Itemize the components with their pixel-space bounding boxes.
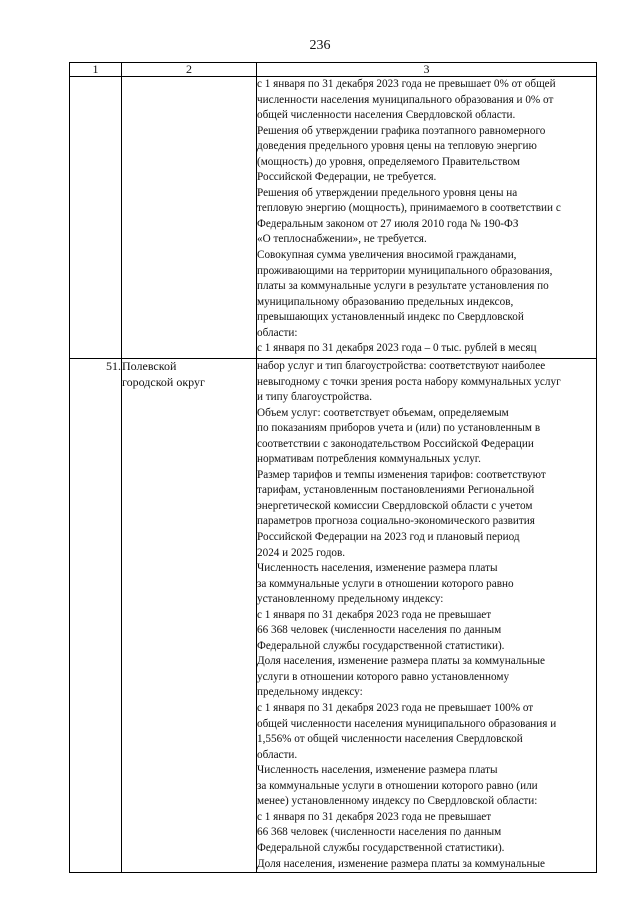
document-table — [69, 62, 597, 873]
text-line: Федеральным законом от 27 июля 2010 года № 190-ФЗ — [257, 217, 519, 230]
text-line: Объем услуг: соответствует объемам, определяемым — [257, 406, 509, 419]
row-content — [257, 359, 597, 873]
text-line: Доля населения, изменение размера платы за коммунальные — [257, 655, 545, 668]
text-line: с 1 января по 31 декабря 2023 года – 0 тыс. рублей в месяц — [257, 342, 537, 355]
text-line: с 1 января по 31 декабря 2023 года не превышает — [257, 810, 492, 823]
text-line: установленному предельному индексу: — [257, 593, 444, 606]
text-line: с 1 января по 31 декабря 2023 года не превышает — [257, 608, 492, 621]
text-line: области. — [257, 748, 298, 761]
text-line: предельному индексу: — [257, 686, 363, 699]
text-line: муниципальному образованию предельных индексов, — [257, 295, 514, 308]
column-header-1: 1 — [70, 63, 122, 77]
text-line: Доля населения, изменение размера платы за коммунальные — [257, 857, 545, 870]
text-line: энергетической комиссии Свердловской области с учетом — [257, 499, 533, 512]
text-line: и типу благоустройства. — [257, 391, 372, 404]
municipality-name — [122, 359, 257, 873]
text-line: по показаниям приборов учета и (или) по установленным в — [257, 422, 541, 435]
text-line: невыгодному с точки зрения роста набору коммунальных услуг — [257, 375, 561, 388]
text-line: Решения об утверждении предельного уровня цены на — [257, 186, 518, 199]
text-line: тепловую энергию (мощность), принимаемого в соответствии с — [257, 202, 561, 215]
text-line: параметров прогноза социально-экономического развития — [257, 515, 535, 528]
text-line: услуги в отношении которого равно установленному — [257, 670, 510, 683]
table-header-row — [70, 63, 597, 77]
text-line: с 1 января по 31 декабря 2023 года не превышает 100% от — [257, 702, 534, 715]
row-number — [70, 77, 122, 359]
text-line: численности населения муниципального образования и 0% от — [257, 93, 554, 106]
text-line: Совокупная сумма увеличения вносимой гражданами, — [257, 249, 517, 262]
text-line: набор услуг и тип благоустройства: соответствуют наиболее — [257, 360, 546, 372]
page-number: 236 — [309, 38, 331, 53]
municipality-name-line: Полевской — [122, 359, 177, 373]
text-line: нормативам потребления коммунальных услуг. — [257, 453, 481, 466]
row-number: 51. — [70, 359, 122, 873]
text-line: превышающих установленный индекс по Свердловской — [257, 311, 524, 324]
text-line: проживающими на территории муниципального образования, — [257, 264, 553, 277]
row-content — [257, 77, 597, 359]
text-line: за коммунальные услуги в отношении которого равно (или — [257, 779, 538, 792]
text-line: платы за коммунальные услуги в результате установления по — [257, 280, 549, 293]
text-line: общей численности населения Свердловской области. — [257, 109, 516, 122]
text-line: с 1 января по 31 декабря 2023 года не превышает 0% от общей — [257, 78, 556, 90]
text-line: соответствии с законодательством Российской Федерации — [257, 437, 534, 450]
text-line: «О теплоснабжении», не требуется. — [257, 233, 427, 246]
column-header-2: 2 — [122, 63, 257, 77]
municipality-name — [122, 77, 257, 359]
text-line: Численность населения, изменение размера платы — [257, 562, 498, 575]
column-header-3: 3 — [257, 63, 597, 77]
text-line: 1,556% от общей численности населения Свердловской — [257, 733, 523, 746]
text-line: 66 368 человек (численности населения по данным — [257, 826, 502, 839]
text-line: Российской Федерации на 2023 год и плановый период — [257, 531, 520, 544]
text-line: (мощность) до уровня, определяемого Правительством — [257, 155, 520, 168]
municipality-name-line: городской округ — [122, 374, 205, 389]
text-line: Федеральной службы государственной статистики). — [257, 639, 505, 652]
table-row — [70, 77, 597, 359]
text-line: доведения предельного уровня цены на тепловую энергию — [257, 140, 537, 153]
text-line: 66 368 человек (численности населения по данным — [257, 624, 502, 637]
text-line: Решения об утверждении графика поэтапного равномерного — [257, 124, 546, 137]
text-line: Российской Федерации, не требуется. — [257, 171, 437, 184]
text-line: Размер тарифов и темпы изменения тарифов: соответствуют — [257, 468, 546, 481]
text-line: за коммунальные услуги в отношении которого равно — [257, 577, 514, 590]
text-line: тарифам, установленным постановлениями Региональной — [257, 484, 535, 497]
text-line: общей численности населения муниципального образования и — [257, 717, 557, 730]
text-line: Численность населения, изменение размера платы — [257, 764, 498, 777]
text-line: области: — [257, 326, 298, 339]
table-row — [70, 359, 597, 873]
text-line: 2024 и 2025 годов. — [257, 546, 346, 559]
text-line: Федеральной службы государственной статистики). — [257, 841, 505, 854]
text-line: менее) установленному индексу по Свердловской области: — [257, 795, 538, 808]
